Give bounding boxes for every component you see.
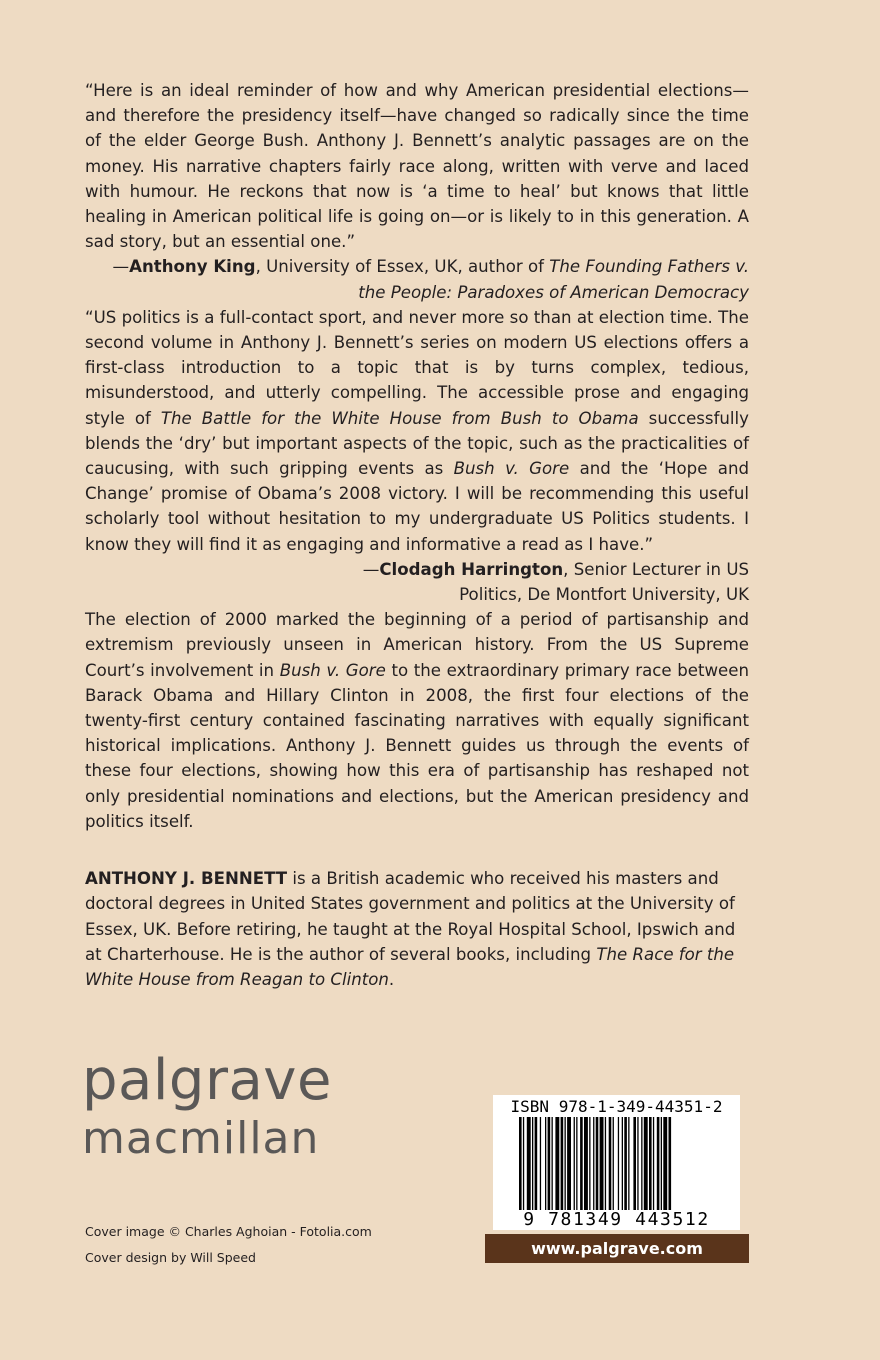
barcode-bar: [661, 1117, 662, 1212]
barcode-bar: [657, 1117, 660, 1212]
barcode-bar: [624, 1117, 627, 1212]
barcode-bar: [555, 1117, 559, 1212]
publisher-website[interactable]: www.palgrave.com: [485, 1234, 749, 1263]
barcode-bar: [532, 1117, 533, 1212]
barcode-bar: [540, 1117, 541, 1212]
review-quote-king: “Here is an ideal reminder of how and why American presidential elections—and therefore the presidency itself—have changed so radically since the time of the elder George Bush. Anthony J. Bennett’s analytic passages are on the money. His narrative chapters fairly race along, written with verve and laced with humour. He reckons that now is ‘a time to heal’ but knows that little healing in American political life is going on—or is likely to in this generation. A sad story, but an essential one.”: [85, 81, 749, 252]
barcode-bar: [523, 1117, 524, 1212]
barcode-bar: [633, 1117, 636, 1212]
barcode-bar: [653, 1117, 654, 1212]
barcode-bar: [600, 1117, 604, 1212]
barcode-bar: [589, 1117, 590, 1212]
barcode-bar: [548, 1117, 551, 1212]
book-title: The Founding Fathers v. the People: Paradoxes of American Democracy: [358, 257, 749, 302]
barcode-bar: [641, 1117, 642, 1212]
barcode-bar: [519, 1117, 522, 1212]
cover-image-credit: Cover image © Charles Aghoian - Fotolia.com: [85, 1224, 372, 1239]
publisher-logo-line2: macmillan: [82, 1113, 320, 1164]
barcode-bar: [561, 1117, 564, 1212]
barcode-bar: [596, 1117, 599, 1212]
barcode-bar: [622, 1117, 623, 1212]
back-cover-text: [85, 78, 749, 992]
barcode-bar: [605, 1117, 606, 1212]
barcode-bar: [649, 1117, 652, 1212]
barcode-bar: [574, 1117, 575, 1212]
isbn-barcode: [493, 1095, 740, 1230]
review-attribution-harrington: —Clodagh Harrington, Senior Lecturer in US Politics, De Montfort University, UK: [362, 559, 749, 605]
barcode-bar: [565, 1117, 566, 1212]
barcode-bar: [527, 1117, 531, 1212]
barcode-bar: [609, 1117, 612, 1212]
barcode-bar: [628, 1117, 629, 1212]
barcode-bar: [535, 1117, 538, 1212]
barcode-bar: [644, 1117, 648, 1212]
barcode-bar: [663, 1117, 667, 1212]
review-attribution-king: —Anthony King, University of Essex, UK, author of The Founding Fathers v. the People: Paradoxes of American Democracy: [112, 257, 749, 302]
cover-design-credit: Cover design by Will Speed: [85, 1250, 256, 1265]
book-blurb: The election of 2000 marked the beginning of a period of partisanship and extremism previously unseen in American history. From the US Supreme Court’s involvement in Bush v. Gore to the extraordinary primary race between Barack Obama and Hillary Clinton in 2008, the first four elections of the twenty-first century contained fascinating narratives with equally significant historical implications. Anthony J. Bennett guides us through the events of these four elections, showing how this era of partisanship has reshaped not only presidential nominations and elections, but the American presidency and politics itself.: [85, 610, 749, 831]
barcode-bar: [618, 1117, 619, 1212]
review-quote-harrington: “US politics is a full-contact sport, and never more so than at election time. The second volume in Anthony J. Bennett’s series on modern US elections offers a first-class introduction to a topic that is by turns complex, tedious, misunderstood, and utterly compelling. The accessible prose and engaging style of The Battle for the White House from Bush to Obama successfully blends the ‘dry’ but important aspects of the topic, such as the practicalities of caucusing, with such gripping events as Bush v. Gore and the ‘Hope and Change’ promise of Obama’s 2008 victory. I will be recommending this useful scholarly tool without hesitation to my undergraduate US Politics students. I know they will find it as engaging and informative a read as I have.”: [85, 307, 749, 554]
reviewer-name: Anthony King: [129, 257, 256, 277]
barcode-bar: [584, 1117, 588, 1212]
publisher-logo: [82, 1048, 332, 1164]
barcode-bar: [593, 1117, 594, 1212]
barcode-bar: [567, 1117, 571, 1212]
author-bio: ANTHONY J. BENNETT is a British academic who received his masters and doctoral degrees in United States government and politics at the University of Essex, UK. Before retiring, he taught at the Royal Hospital School, Ipswich and at Charterhouse. He is the author of several books, including The Race for the White House from Reagan to Clinton.: [85, 869, 736, 989]
barcode-digits: 9 781349 443512: [493, 1210, 740, 1230]
barcode-bar: [576, 1117, 577, 1212]
isbn-label: ISBN 978-1-349-44351-2: [510, 1097, 723, 1116]
barcode-bars: [519, 1117, 714, 1212]
barcode-bar: [580, 1117, 583, 1212]
barcode-bar: [552, 1117, 553, 1212]
reviewer-name: Clodagh Harrington: [379, 559, 564, 579]
barcode-bar: [545, 1117, 546, 1212]
barcode-bar: [613, 1117, 614, 1212]
publisher-logo-line1: palgrave: [82, 1048, 332, 1113]
barcode-bar: [669, 1117, 672, 1212]
barcode-bar: [637, 1117, 638, 1212]
